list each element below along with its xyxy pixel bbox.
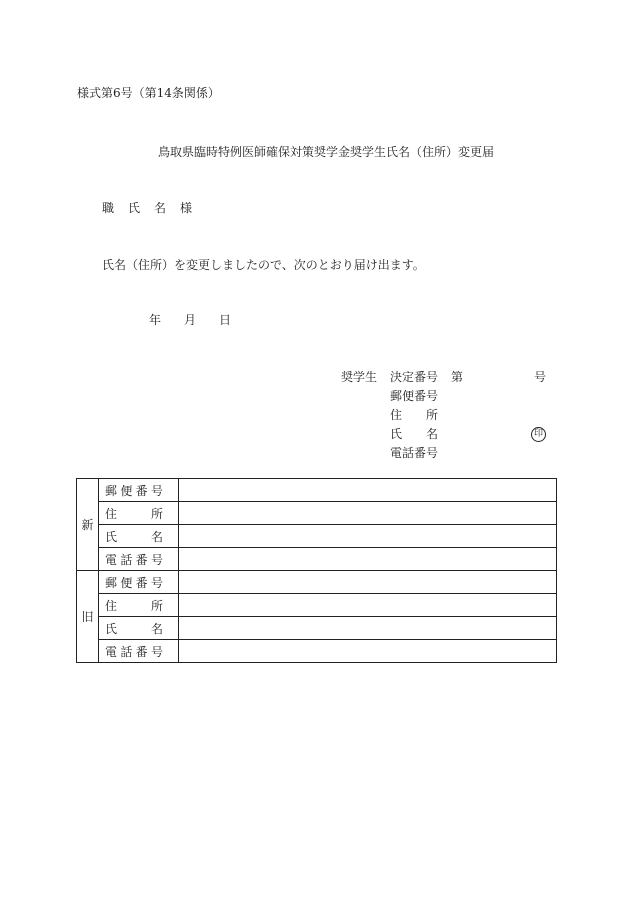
decision-suffix: 号 <box>534 370 547 384</box>
addressee <box>102 199 192 216</box>
table-row <box>77 571 557 594</box>
decision-prefix: 第 <box>451 370 464 384</box>
applicant-row <box>341 387 556 406</box>
table-row <box>77 502 557 525</box>
change-table <box>76 478 557 663</box>
address-label-1: 住 <box>390 408 403 422</box>
date-month: 月 <box>184 313 197 327</box>
addressee-char: 様 <box>180 201 193 215</box>
address-label-2: 所 <box>426 408 439 422</box>
applicant-row <box>341 444 556 463</box>
new-name-input[interactable] <box>179 525 557 548</box>
applicant-row <box>341 368 556 387</box>
addressee-char: 氏 <box>128 201 141 215</box>
row-label: 氏 名 <box>99 617 179 640</box>
new-postal-input[interactable] <box>179 479 557 502</box>
row-label: 電 話 番 号 <box>99 548 179 571</box>
row-label: 電 話 番 号 <box>99 640 179 663</box>
date-day: 日 <box>219 313 232 327</box>
table-row <box>77 548 557 571</box>
seal-mark: 印 <box>531 427 546 442</box>
applicant-row <box>341 425 556 444</box>
applicant-row <box>341 406 556 425</box>
table-row <box>77 617 557 640</box>
postal-label: 郵便番号 <box>390 389 439 403</box>
name-label-1: 氏 <box>390 427 403 441</box>
group-label-old: 旧 <box>77 571 99 663</box>
table-row <box>77 594 557 617</box>
old-phone-input[interactable] <box>179 640 557 663</box>
table-row <box>77 525 557 548</box>
new-address-input[interactable] <box>179 502 557 525</box>
old-address-input[interactable] <box>179 594 557 617</box>
addressee-char: 職 <box>102 201 115 215</box>
name-label-2: 名 <box>426 427 439 441</box>
row-label: 郵 便 番 号 <box>99 479 179 502</box>
applicant-label: 奨学生 <box>341 370 378 384</box>
new-phone-input[interactable] <box>179 548 557 571</box>
row-label: 住 所 <box>99 502 179 525</box>
phone-label: 電話番号 <box>390 446 439 460</box>
applicant-block <box>341 368 556 463</box>
date-line <box>149 311 231 328</box>
decision-number-label: 決定番号 <box>390 370 439 384</box>
form-number: 様式第6号（第14条関係） <box>77 86 220 100</box>
old-name-input[interactable] <box>179 617 557 640</box>
old-postal-input[interactable] <box>179 571 557 594</box>
document-title: 鳥取県臨時特例医師確保対策奨学金奨学生氏名（住所）変更届 <box>158 145 495 159</box>
group-label-new: 新 <box>77 479 99 571</box>
date-year: 年 <box>149 313 162 327</box>
table-row <box>77 640 557 663</box>
table-row <box>77 479 557 502</box>
row-label: 氏 名 <box>99 525 179 548</box>
row-label: 住 所 <box>99 594 179 617</box>
row-label: 郵 便 番 号 <box>99 571 179 594</box>
addressee-char: 名 <box>154 201 167 215</box>
body-text: 氏名（住所）を変更しましたので、次のとおり届け出ます。 <box>102 258 425 272</box>
